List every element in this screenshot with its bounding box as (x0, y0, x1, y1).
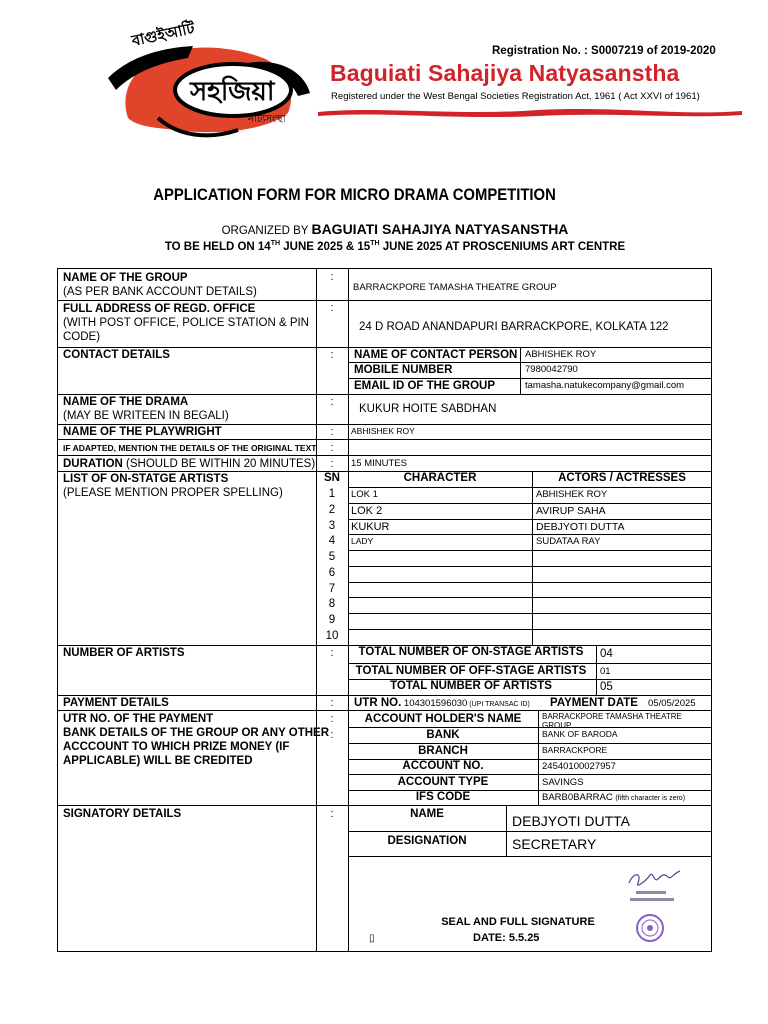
duration-label: DURATION (SHOULD BE WITHIN 20 MINUTES) (63, 458, 316, 470)
seal-stamp-icon (635, 913, 665, 943)
registration-act-text: Registered under the West Bengal Societies Registration Act, 1961 ( Act XXVI of 1961) (331, 91, 700, 102)
cast-character: LOK 2 (351, 505, 383, 517)
actors-header: ACTORS / ACTRESSES (558, 472, 686, 484)
drama-name-label: NAME OF THE DRAMA (MAY BE WRITEEN IN BEGALI) (63, 396, 229, 422)
account-type-label: ACCOUNT TYPE (397, 776, 489, 788)
playwright-value: ABHISHEK ROY (351, 426, 415, 436)
held-sup-1: TH (270, 240, 281, 247)
held-sup-2: TH (370, 240, 380, 247)
held-part-1: TO BE HELD ON 14 (164, 240, 271, 253)
bank-details-label: UTR NO. OF THE PAYMENT BANK DETAILS OF THE GROUP OR ANY OTHER ACCCOUNT TO WHICH PRIZE MONEY (IF APPLICABLE) WILL BE CREDITED (63, 713, 330, 767)
logo-bottom-text: নাট্যসংস্থা (248, 114, 286, 125)
cast-sn: 5 (328, 551, 336, 563)
offstage-label: TOTAL NUMBER OF OFF-STAGE ARTISTS (355, 665, 587, 677)
cast-actor: DEBJYOTI DUTTA (536, 521, 625, 533)
colon: : (330, 442, 334, 454)
held-part-2: JUNE 2025 & 15 (280, 240, 371, 253)
application-form-table (57, 268, 712, 952)
address-label: FULL ADDRESS OF REGD. OFFICE (WITH POST OFFICE, POLICE STATION & PIN CODE) (63, 303, 309, 343)
cast-character: LOK 1 (351, 489, 378, 500)
organization-name: Baguiati Sahajiya Natyasanstha (330, 60, 680, 86)
cast-sn: 8 (328, 598, 336, 610)
contact-person-label: NAME OF CONTACT PERSON (354, 349, 518, 361)
email-value: tamasha.natukecompany@gmail.com (525, 380, 685, 391)
colon: : (330, 458, 334, 470)
checkbox-icon: ▯ (369, 933, 375, 944)
branch-label: BRANCH (418, 745, 468, 757)
email-label: EMAIL ID OF THE GROUP (354, 380, 495, 392)
cast-sn: 6 (328, 567, 336, 579)
bank-label: BANK (426, 729, 460, 741)
account-number-label: ACCOUNT NO. (402, 760, 484, 772)
contact-person-value: ABHISHEK ROY (525, 349, 597, 360)
ifs-code-note: (fifth character is zero) (615, 795, 686, 802)
event-schedule-line (0, 240, 768, 253)
cast-sn: 2 (328, 504, 336, 516)
colon: : (330, 647, 334, 659)
designation-value: SECRETARY (512, 836, 597, 852)
group-name-value: BARRACKPORE TAMASHA THEATRE GROUP (353, 282, 557, 293)
colon: : (330, 349, 334, 361)
account-holder-label: ACCOUNT HOLDER'S NAME (364, 713, 522, 725)
cast-sn: 4 (328, 535, 336, 547)
account-holder-value: BARRACKPORE TAMASHA THEATRE GROUP (542, 712, 682, 730)
colon: : (330, 302, 334, 314)
group-name-label: NAME OF THE GROUP (AS PER BANK ACCOUNT DETAILS) (63, 272, 257, 298)
account-number-value: 24540100027957 (542, 761, 616, 772)
signatory-name-label: NAME (410, 808, 444, 820)
signatory-name-value: DEBJYOTI DUTTA (512, 813, 630, 829)
colon: : (330, 426, 334, 438)
cast-sn: 9 (328, 614, 336, 626)
mobile-value: 7980042790 (525, 364, 578, 375)
colon: : (330, 396, 334, 408)
onstage-value: 04 (600, 648, 613, 660)
bank-value: BANK OF BARODA (542, 729, 618, 739)
number-of-artists-label: NUMBER OF ARTISTS (63, 647, 185, 659)
signature-icon (624, 861, 684, 906)
offstage-value: 01 (600, 666, 611, 677)
ifs-code-label: IFS CODE (415, 791, 471, 803)
held-part-3: JUNE 2025 AT PROSCENIUMS ART CENTRE (379, 240, 626, 253)
cast-sn: 7 (328, 583, 336, 595)
total-artists-label: TOTAL NUMBER OF ARTISTS (390, 680, 552, 692)
cast-sn: 1 (328, 488, 336, 500)
cast-character: LADY (351, 536, 374, 546)
organized-prefix: ORGANIZED BY (221, 225, 312, 237)
logo-main-text: সহজিয়া (190, 77, 275, 107)
utr-note: (UPI TRANSAC ID) (467, 701, 530, 708)
contact-details-label: CONTACT DETAILS (63, 349, 170, 361)
cast-sn: 3 (328, 520, 336, 532)
cast-actor: ABHISHEK ROY (536, 489, 608, 500)
registration-number: Registration No. : S0007219 of 2019-2020 (492, 45, 716, 57)
form-title: APPLICATION FORM FOR MICRO DRAMA COMPETITION (153, 186, 556, 204)
cast-sn: 10 (325, 630, 339, 642)
playwright-label: NAME OF THE PLAYWRIGHT (63, 426, 222, 438)
payment-date-label: PAYMENT DATE (550, 697, 638, 709)
letterhead (0, 0, 768, 140)
ifs-code-line (542, 792, 685, 803)
colon: : (330, 697, 334, 709)
payment-date-value: 05/05/2025 (648, 698, 696, 709)
signatory-details-label: SIGNATORY DETAILS (63, 808, 182, 820)
cast-character: KUKUR (351, 521, 390, 533)
branch-value: BARRACKPORE (542, 745, 608, 755)
logo-mask-emblem (98, 18, 318, 138)
character-header: CHARACTER (403, 472, 477, 484)
payment-details-label: PAYMENT DETAILS (63, 697, 169, 709)
mobile-label: MOBILE NUMBER (354, 364, 453, 376)
signature-date: DATE: 5.5.25 (473, 932, 540, 944)
utr-line: UTR NO. 104301596030 (UPI TRANSAC ID) (354, 697, 530, 709)
account-type-value: SAVINGS (542, 777, 584, 788)
address-value: 24 D ROAD ANANDAPURI BARRACKPORE, KOLKATA 122 (359, 321, 669, 333)
colon: : (330, 729, 334, 741)
red-brush-stroke (318, 104, 742, 120)
seal-signature-label: SEAL AND FULL SIGNATURE (441, 916, 595, 928)
cast-actor: AVIRUP SAHA (536, 505, 606, 517)
sn-header: SN (324, 472, 340, 484)
drama-name-value: KUKUR HOITE SABDHAN (359, 403, 497, 415)
colon: : (330, 713, 334, 725)
adapted-label: IF ADAPTED, MENTION THE DETAILS OF THE ORIGINAL TEXT (63, 443, 317, 453)
colon: : (330, 271, 334, 283)
artists-list-label: LIST OF ON-STATGE ARTISTS (PLEASE MENTION PROPER SPELLING) (63, 473, 283, 499)
colon: : (330, 808, 334, 820)
ifs-code-value: BARB0BARRAC (542, 792, 613, 803)
organized-by-line (0, 221, 768, 237)
duration-value: 15 MINUTES (351, 458, 407, 469)
organizer-name: BAGUIATI SAHAJIYA NATYASANSTHA (311, 221, 569, 237)
logo-top-text: বাগুইআটি (130, 19, 197, 50)
utr-value: 104301596030 (401, 698, 468, 709)
total-artists-value: 05 (600, 681, 613, 693)
cast-actor: SUDATAA RAY (536, 536, 601, 547)
designation-label: DESIGNATION (387, 835, 467, 847)
onstage-label: TOTAL NUMBER OF ON-STAGE ARTISTS (358, 646, 584, 658)
